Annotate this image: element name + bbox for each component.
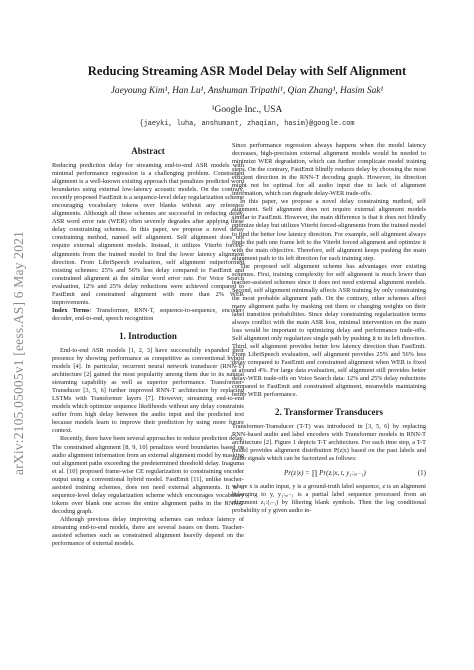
- author-emails: {jaeyki, luha, anshumant, zhaqian, hasim}@google.com: [139, 120, 355, 128]
- equation-number: (1): [417, 468, 426, 477]
- index-terms-text: : Transformer, RNN-T, sequence-to-sequence, encoder-decoder, end-to-end, speech recognition: [52, 306, 244, 322]
- right-paragraph-3: The proposed self alignment scheme has advantages over existing schemes. First, training complexity for self alignment is much lower than teacher-assisted schemes since it does not need external alignment models. Second, self alignment minimally affects ASR training by only constraining the most probable alignment path. On the contrary, other schemes affect many alignment paths by masking out them or changing weights on their label transition probabilities. Since delay constraining regularization terms always conflict with the main ASR loss, minimal intervention on the main loss would be important to optimizing delay and performance trade-offs. Self alignment only regularizes single path by pushing it to its left direction. Third, self alignment provides better low latency direction than FastEmit. From LibriSpeech evaluation, self alignment provides 25% and 56% less delay compared to FastEmit and constrained alignment when WER is fixed at around 4%. For large data evaluation, self alignment still provides better delay-WER trade-offs on Voice Search data: 12% and 25% delay reductions compared to FastEmit and constrained alignment, meanwhile maintaining better WER performance.: [232, 262, 426, 399]
- intro-paragraph-1: End-to-end ASR models [1, 2, 3] have successfully expanded their presence by showing performance as competitive as conventional hybrid models [4]. In particular, recurrent neural network transducer (RNN-T) architecture [2] gained the most popularity among them due to its natural streaming capability as well as superior performance. Transformer-Transducer [3, 5, 6] further improved RNN-T architecture by replacing LSTMs with Transformer layers [7]. However, streaming end-to-end models which optimize sequence likelihoods without any delay constraints suffer from high delay between the audio input and the predicted text because models learn to improve their prediction by using more future context.: [52, 346, 244, 435]
- left-column: [52, 142, 244, 548]
- intro-paragraph-3: Although previous delay improving schemes can reduce latency of streaming end-to-end models, there are several issues on them. Teacher-assisted schemes such as constrained alignment heavily depend on the performance of external models.: [52, 515, 244, 548]
- section-2-paragraph-2: where x is audio input, y is a ground-truth label sequence, z is an alignment belonging to y, y₁:ᵤᵢ₋₁ is a partial label sequence processed from an alignment z₁:(ᵢ₋₁) by filtering blank symbols. Then the log conditional probability of y given audio in-: [232, 482, 426, 514]
- index-terms: [52, 307, 244, 323]
- right-paragraph-1: Since performance regression always happens when the model latency decreases, high-precision external alignment models would be needed to minimize WER degradation, which can further complicate model training steps. On the contrary, FastEmit blindly reduces delay by choosing the most efficient direction in the RNN-T decoding graph. However, its direction might not be optimal for all audio input due to lack of alignment information, which can degrade delay-WER trade-offs.: [232, 142, 426, 198]
- section-2-paragraph-1: Transformer-Transducer (T-T) was introduced in [3, 5, 6] by replacing RNN-based audio and label encoders with Transformer models in RNN-T architecture [2]. Figure 1 depicts T-T architecture. For each time step, a T-T model provides alignment distribution P(z|x) based on the past labels and audio signals which can be factorized as follows:: [232, 422, 426, 462]
- index-terms-label: Index Terms: [52, 306, 90, 314]
- affiliation: ¹Google Inc., USA: [211, 105, 283, 115]
- intro-paragraph-2: Recently, there have been several approaches to reduce prediction delay. The constrained alignment [8, 9, 10] penalizes word boundaries based on audio alignment information from an external alignment model by masking out alignment paths exceeding the predetermined threshold delay. Inaguma et al. [10] proposed frame-wise CE regularization to constraining encoder output using a conventional hybrid model. FastEmit [11], unlike teacher-assisted training schemes, does not need external alignments. It is a sequence-level delay regularization scheme which encourages vocabulary tokens over blank one across the entire alignment paths in the RNN-T decoding graph.: [52, 435, 244, 515]
- right-column: [232, 142, 426, 515]
- abstract-text: Reducing prediction delay for streaming end-to-end ASR models with minimal performance regression is a challenging problem. Constrained alignment is a well-known existing approach that penalizes predicted word boundaries using external low-latency acoustic models. On the contrary, recently proposed FastEmit is a sequence-level delay regularization scheme encouraging vocabulary tokens over blanks without any reference alignments. Although all these schemes are successful in reducing delay, ASR word error rate (WER) often severely degrades after applying these delay constraining schemes. In this paper, we propose a novel delay constraining method, named self alignment. Self alignment does not require external alignment models. Instead, it utilizes Viterbi forced-alignments from the trained model to find the lower latency alignment direction. From LibriSpeech evaluation, self alignment outperformed existing schemes: 25% and 56% less delay compared to FastEmit and constrained alignment at the similar word error rate. For Voice Search evaluation, 12% and 25% delay reductions were achieved compared to FastEmit and constrained alignment with more than 2% WER improvements.: [52, 162, 245, 306]
- right-paragraph-2: In this paper, we propose a novel delay constraining method, self alignment. Self alignment does not require external alignment models similar to FastEmit. However, the main difference is that it does not blindly optimize delay but utilizes Viterbi forced-alignments from the trained model to find the better low latency direction. For example, self alignment always finds the path one frame left to the Viterbi forced alignment and optimize it with the main objective. Therefore, self alignment keeps pushing the main alignment path to its left direction for each training step.: [232, 198, 426, 262]
- section-2-heading: 2. Transformer Transducers: [275, 406, 383, 417]
- abstract-heading: Abstract: [131, 146, 165, 156]
- equation-1: [232, 469, 426, 477]
- equation-body: Pr(z|x) = ∏ Pr(zᵢ|x, t, y₁:ᵤᵢ₋₁): [284, 468, 366, 477]
- section-1-heading: 1. Introduction: [119, 330, 177, 341]
- arxiv-identifier: arXiv:2105.05005v1 [eess.AS] 6 May 2021: [11, 230, 26, 475]
- paper-title: Reducing Streaming ASR Model Delay with Self Alignment: [87, 64, 407, 78]
- author-list: Jaeyoung Kim¹, Han Lu¹, Anshuman Tripathi¹, Qian Zhang¹, Hasim Sak¹: [110, 86, 384, 96]
